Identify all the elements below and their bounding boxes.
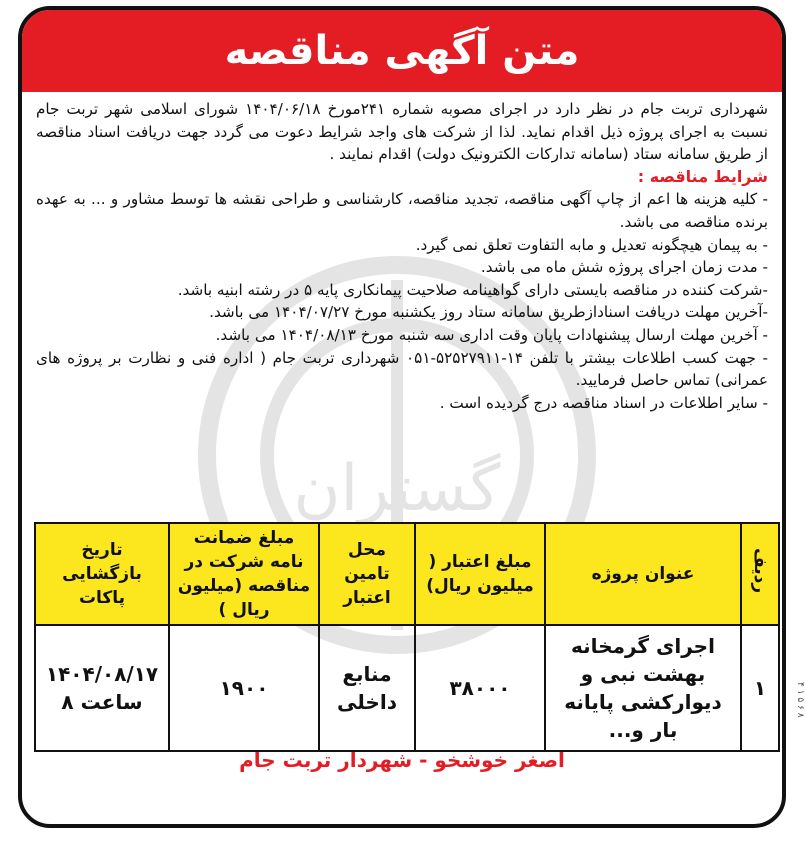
condition-item: - سایر اطلاعات در اسناد مناقصه درج گردیده است . bbox=[439, 393, 768, 412]
conditions-title: شرایط مناقصه : bbox=[637, 166, 768, 186]
tender-table bbox=[34, 522, 780, 752]
page-title: متن آگهی مناقصه bbox=[224, 28, 580, 74]
condition-item: -شرکت کننده در مناقصه بایستی دارای گواهینامه صلاحیت پیمانکاری پایه ۵ در رشته ابنیه باشد. bbox=[177, 280, 768, 299]
notice-frame bbox=[18, 6, 786, 828]
table-row bbox=[35, 625, 779, 751]
watermark-text: گستران bbox=[293, 452, 501, 526]
condition-item: - آخرین مهلت ارسال پیشنهادات پایان وقت اداری سه شنبه مورخ ۱۴۰۴/۰۸/۱۳ می باشد. bbox=[215, 325, 768, 344]
side-code: ۴ ۱ ۵ ۶ ۸ bbox=[795, 682, 805, 718]
cell-credit-amount: ۳۸۰۰۰ bbox=[415, 625, 545, 751]
cell-credit-source: منابع داخلی bbox=[319, 625, 415, 751]
header-banner bbox=[22, 10, 782, 92]
mayor-signature: اصغر خوشخو - شهردار تربت جام bbox=[239, 748, 565, 772]
condition-item: - کلیه هزینه ها اعم از چاپ آگهی مناقصه، تجدید مناقصه، کارشناسی و طراحی نقشه ها توسط مشاور و ... به عهده برنده مناقصه می باشد. bbox=[36, 190, 768, 231]
notice-body bbox=[36, 98, 768, 414]
header-project-title: عنوان پروژه bbox=[545, 523, 741, 625]
header-opening-date: تاریخ بازگشایی پاکات bbox=[35, 523, 169, 625]
condition-item: - مدت زمان اجرای پروژه شش ماه می باشد. bbox=[480, 258, 768, 277]
header-row-number: ردیف bbox=[741, 523, 779, 625]
condition-item: - به پیمان هیچگونه تعدیل و مابه التفاوت تعلق نمی گیرد. bbox=[415, 235, 768, 254]
condition-item: -آخرین مهلت دریافت اسنادازطریق سامانه ستاد روز یکشنبه مورخ ۱۴۰۴/۰۷/۲۷ می باشد. bbox=[209, 303, 768, 322]
header-credit-amount: مبلغ اعتبار ( میلیون ریال) bbox=[415, 523, 545, 625]
table-header-row bbox=[35, 523, 779, 625]
header-credit-source: محل تامین اعتبار bbox=[319, 523, 415, 625]
cell-guarantee-amount: ۱۹۰۰ bbox=[169, 625, 319, 751]
cell-row-number: ۱ bbox=[741, 625, 779, 751]
header-guarantee-amount: مبلغ ضمانت نامه شرکت در مناقصه (میلیون ریال ) bbox=[169, 523, 319, 625]
intro-paragraph: شهرداری تربت جام در نظر دارد در اجرای مصوبه شماره ۲۴۱مورخ ۱۴۰۴/۰۶/۱۸ شورای اسلامی شهر تربت جام نسبت به اجرای پروژه ذیل اقدام نماید. لذا از شرکت های واجد شرایط دعوت می گردد جهت دریافت اسناد مناقصه از طریق سامانه ستاد (سامانه تدارکات الکترونیک دولت) اقدام نمایند . bbox=[36, 100, 769, 164]
condition-item: - جهت کسب اطلاعات بیشتر با تلفن ۱۴-۵۲۵۲۷۹۱۱-۰۵۱ شهرداری تربت جام ( اداره فنی و نظارت بر پروژه های عمرانی) تماس حاصل فرمایید. bbox=[36, 348, 768, 390]
cell-opening-date: ۱۴۰۴/۰۸/۱۷ ساعت ۸ bbox=[35, 625, 169, 751]
cell-project-title: اجرای گرمخانه بهشت نبی و دیوارکشی پایانه بار و... bbox=[545, 625, 741, 751]
